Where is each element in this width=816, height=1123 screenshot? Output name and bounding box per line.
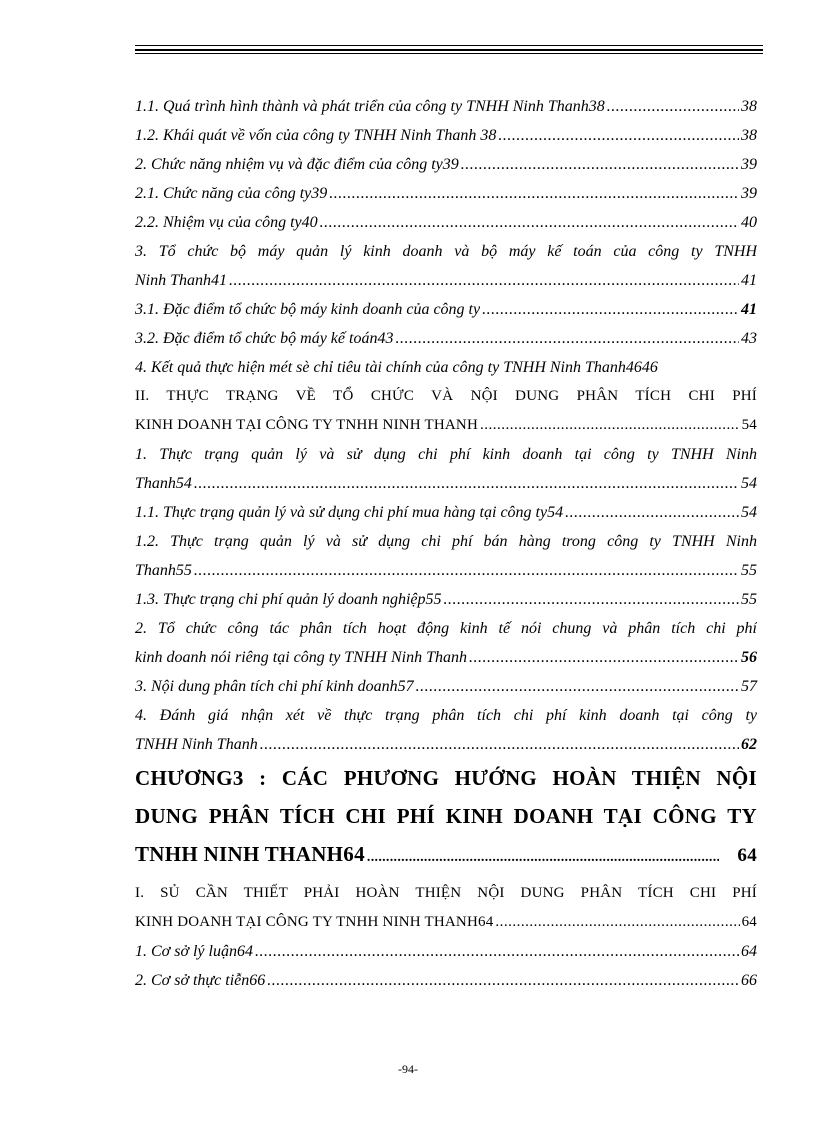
toc-page-number: 57 bbox=[741, 678, 757, 695]
toc-page-number: 54 bbox=[741, 504, 757, 521]
toc-dot-leader bbox=[395, 324, 739, 353]
toc-entry bbox=[135, 498, 757, 527]
toc-entry bbox=[135, 585, 757, 614]
toc-entry-line-1: 4. Đánh giá nhận xét về thực trạng phân tích chi phí kinh doanh tại công ty bbox=[135, 707, 757, 724]
toc-entry bbox=[135, 643, 757, 672]
toc-entry bbox=[135, 556, 757, 585]
toc-page-number: 66 bbox=[741, 972, 757, 989]
toc-entry bbox=[135, 208, 757, 237]
toc-page-number: 54 bbox=[741, 417, 757, 433]
toc-dot-leader bbox=[329, 179, 739, 208]
toc-page-number: 56 bbox=[741, 649, 757, 666]
toc-entry-line-1: I. SỦ CẦN THIẾT PHẢI HOÀN THIỆN NỘI DUNG PHÂN TÍCH CHI PHÍ bbox=[135, 885, 757, 901]
toc-page-number: 39 bbox=[741, 185, 757, 202]
toc-dot-leader bbox=[194, 469, 739, 498]
toc-dot-leader bbox=[416, 672, 739, 701]
toc-entry bbox=[135, 411, 757, 440]
toc-entry bbox=[135, 121, 757, 150]
toc-page-number: 64 bbox=[741, 914, 757, 930]
toc-entry bbox=[135, 908, 757, 937]
toc-entry-title: 1.1. Thực trạng quản lý và sử dụng chi phí mua hàng tại công ty54 bbox=[135, 504, 564, 521]
toc-entry-title: 1.1. Quá trình hình thành và phát triển của công ty TNHH Ninh Thanh38 bbox=[135, 98, 605, 115]
header-rule-middle bbox=[135, 49, 763, 51]
table-of-contents bbox=[135, 92, 757, 995]
toc-entry-title: TNHH Ninh Thanh bbox=[135, 736, 258, 753]
header-rule-top bbox=[135, 45, 763, 46]
toc-dot-leader bbox=[480, 411, 740, 440]
toc-dot-leader bbox=[367, 839, 719, 877]
toc-entry-line-1: 3. Tổ chức bộ máy quản lý kinh doanh và bộ máy kế toán của công ty TNHH bbox=[135, 243, 757, 260]
toc-page-number: 62 bbox=[741, 736, 757, 753]
toc-dot-leader bbox=[495, 908, 739, 937]
toc-page-number: 64 bbox=[741, 943, 757, 960]
toc-dot-leader bbox=[565, 498, 739, 527]
chapter-heading-line-2: DUNG PHÂN TÍCH CHI PHÍ KINH DOANH TẠI CÔNG TY bbox=[135, 804, 757, 828]
header-rule-bottom bbox=[135, 53, 763, 54]
toc-page-number: 38 bbox=[741, 98, 757, 115]
toc-entry bbox=[135, 150, 757, 179]
toc-entry-title: 1.3. Thực trạng chi phí quản lý doanh nghiệp55 bbox=[135, 591, 442, 608]
toc-entry-title: 3.2. Đặc điểm tổ chức bộ máy kế toán43 bbox=[135, 330, 394, 347]
toc-entry-title: kinh doanh nói riêng tại công ty TNHH Ninh Thanh bbox=[135, 649, 467, 666]
toc-entry-title: 2. Cơ sở thực tiễn66 bbox=[135, 972, 266, 989]
toc-page-number: 39 bbox=[741, 156, 757, 173]
toc-dot-leader bbox=[267, 966, 739, 995]
toc-entry-title: KINH DOANH TẠI CÔNG TY TNHH NINH THANH bbox=[135, 417, 478, 433]
toc-entry-title: 4. Kết quả thực hiện mét sè chỉ tiêu tài chính của công ty TNHH Ninh Thanh4646 bbox=[135, 359, 658, 376]
toc-page-number: 43 bbox=[741, 330, 757, 347]
toc-entry-title: TNHH NINH THANH64 bbox=[135, 842, 365, 866]
toc-dot-leader bbox=[498, 121, 739, 150]
toc-entry-line-1: 1.2. Thực trạng quản lý và sử dụng chi phí bán hàng trong công ty TNHH Ninh bbox=[135, 533, 757, 550]
toc-entry bbox=[135, 730, 757, 759]
toc-entry-title: Ninh Thanh41 bbox=[135, 272, 228, 289]
chapter-heading-line-1: CHƯƠNG3 : CÁC PHƯƠNG HƯỚNG HOÀN THIỆN NỘI bbox=[135, 766, 757, 790]
toc-page-number: 54 bbox=[741, 475, 757, 492]
toc-dot-leader bbox=[607, 92, 739, 121]
toc-page-number: 41 bbox=[741, 272, 757, 289]
toc-dot-leader bbox=[469, 643, 739, 672]
toc-dot-leader bbox=[255, 937, 739, 966]
toc-page-number: 55 bbox=[741, 562, 757, 579]
toc-entry-title: Thanh54 bbox=[135, 475, 192, 492]
toc-entry-title: 1. Cơ sở lý luận64 bbox=[135, 943, 253, 960]
toc-entry-title: 3. Nội dung phân tích chi phí kinh doanh57 bbox=[135, 678, 414, 695]
toc-entry-line-1: 2. Tổ chức công tác phân tích hoạt động kinh tế nói chung và phân tích chi phí bbox=[135, 620, 757, 637]
toc-entry bbox=[135, 92, 757, 121]
toc-entry bbox=[135, 966, 757, 995]
toc-page-number: 64 bbox=[737, 845, 757, 866]
toc-entry bbox=[135, 324, 757, 353]
toc-dot-leader bbox=[229, 266, 739, 295]
toc-entry bbox=[135, 672, 757, 701]
toc-page-number: 41 bbox=[741, 301, 757, 318]
toc-entry-title: 2. Chức năng nhiệm vụ và đặc điểm của công ty39 bbox=[135, 156, 459, 173]
toc-dot-leader bbox=[194, 556, 739, 585]
toc-page-number: 38 bbox=[741, 127, 757, 144]
toc-entry-line-1: 1. Thực trạng quản lý và sử dụng chi phí kinh doanh tại công ty TNHH Ninh bbox=[135, 446, 757, 463]
toc-entry-title: 2.2. Nhiệm vụ của công ty40 bbox=[135, 214, 318, 231]
toc-entry bbox=[135, 179, 757, 208]
toc-entry-title: 3.1. Đặc điểm tổ chức bộ máy kinh doanh của công ty bbox=[135, 301, 481, 318]
toc-dot-leader bbox=[260, 730, 739, 759]
toc-entry bbox=[135, 353, 757, 382]
toc-page-number: 40 bbox=[741, 214, 757, 231]
toc-entry bbox=[135, 937, 757, 966]
toc-entry-line-1: II. THỰC TRẠNG VỀ TỔ CHỨC VÀ NỘI DUNG PHÂN TÍCH CHI PHÍ bbox=[135, 388, 757, 404]
toc-dot-leader bbox=[320, 208, 739, 237]
toc-entry bbox=[135, 835, 757, 873]
toc-dot-leader bbox=[482, 295, 739, 324]
toc-entry-title: 1.2. Khái quát về vốn của công ty TNHH Ninh Thanh 38 bbox=[135, 127, 497, 144]
toc-page-number: 55 bbox=[741, 591, 757, 608]
toc-dot-leader bbox=[443, 585, 739, 614]
toc-entry bbox=[135, 295, 757, 324]
toc-entry-title: Thanh55 bbox=[135, 562, 192, 579]
toc-entry-title: KINH DOANH TẠI CÔNG TY TNHH NINH THANH64 bbox=[135, 914, 494, 930]
toc-entry bbox=[135, 266, 757, 295]
toc-entry bbox=[135, 469, 757, 498]
page-number: -94- bbox=[398, 1062, 418, 1076]
toc-entry-title: 2.1. Chức năng của công ty39 bbox=[135, 185, 328, 202]
toc-dot-leader bbox=[461, 150, 739, 179]
